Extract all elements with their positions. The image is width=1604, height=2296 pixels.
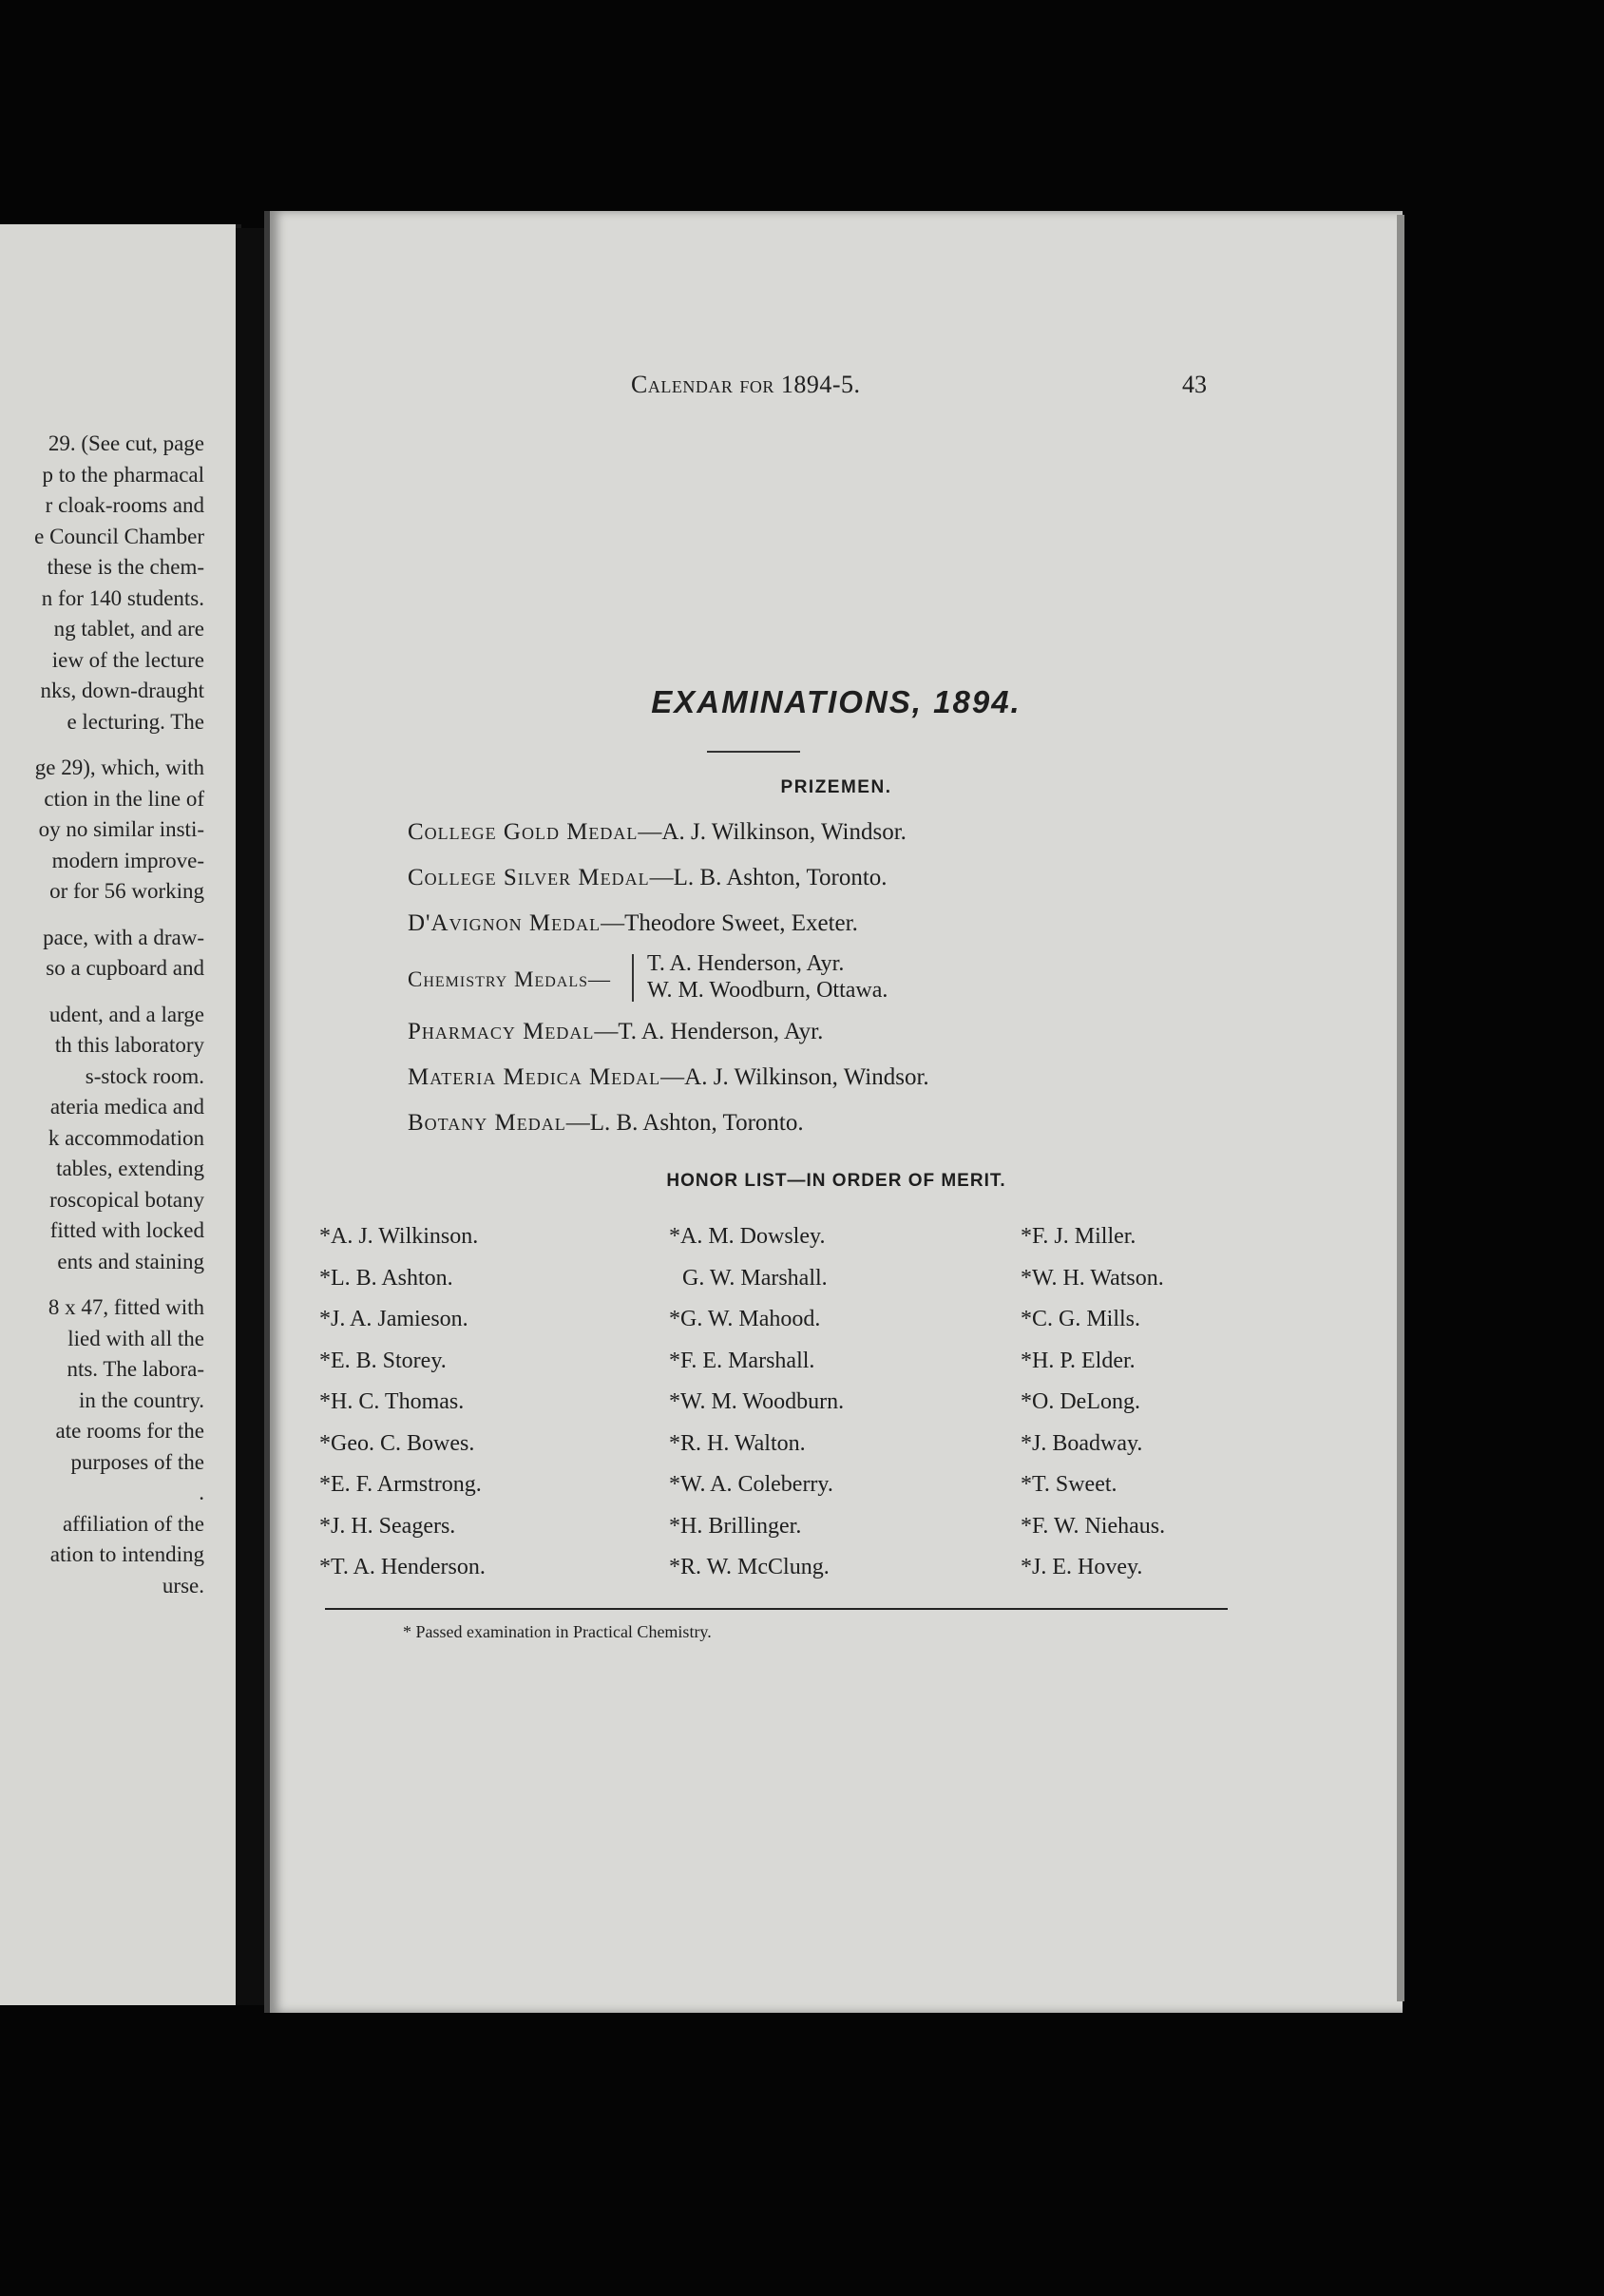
footnote-rule xyxy=(325,1608,1228,1610)
honor-name: *T. A. Henderson. xyxy=(319,1555,486,1579)
left-text-line: lied with all the xyxy=(67,1326,204,1350)
prize-materia-medica: Materia Medica Medal—A. J. Wilkinson, Windsor. xyxy=(408,1064,929,1090)
left-text-line: ation to intending xyxy=(49,1542,204,1566)
prize-college-silver: College Silver Medal—L. B. Ashton, Toronto. xyxy=(408,865,888,890)
title-rule xyxy=(707,751,800,753)
page-number: 43 xyxy=(1182,371,1207,398)
chemistry-winners: T. A. Henderson, Ayr. W. M. Woodburn, Ottawa. xyxy=(647,951,888,1003)
left-text-line: roscopical botany xyxy=(49,1187,204,1212)
left-text-line: r cloak-rooms and xyxy=(45,493,204,517)
honor-name: *H. Brillinger. xyxy=(669,1513,802,1539)
prize-botany: Botany Medal—L. B. Ashton, Toronto. xyxy=(408,1110,804,1136)
prize-college-gold: College Gold Medal—A. J. Wilkinson, Windsor. xyxy=(408,819,907,845)
left-text-line: ents and staining xyxy=(57,1249,204,1273)
paragraph-gap xyxy=(0,737,204,753)
left-text-line: n for 140 students. xyxy=(41,585,204,610)
brace xyxy=(632,954,641,1002)
paragraph-gap xyxy=(0,985,204,1000)
honor-name: *H. C. Thomas. xyxy=(319,1389,465,1414)
honor-name: *O. DeLong. xyxy=(1021,1389,1140,1414)
honor-name: *A. J. Wilkinson. xyxy=(319,1224,479,1249)
book-gutter xyxy=(236,228,264,2005)
honor-column-1 xyxy=(319,1216,486,1589)
honor-name: *H. P. Elder. xyxy=(1021,1348,1136,1373)
left-text-line: modern improve- xyxy=(51,848,204,872)
left-text-line: nts. The labora- xyxy=(67,1357,204,1381)
left-text-line: urse. xyxy=(162,1573,204,1598)
left-text-line: s-stock room. xyxy=(85,1063,204,1088)
left-text-line: iew of the lecture xyxy=(51,647,204,672)
honor-name: *Geo. C. Bowes. xyxy=(319,1430,475,1456)
paragraph-gap xyxy=(0,1277,204,1292)
honor-name: *W. A. Coleberry. xyxy=(669,1472,833,1497)
honor-name: *J. E. Hovey. xyxy=(1021,1555,1143,1579)
left-text-line: ng tablet, and are xyxy=(53,617,204,641)
honor-name: *F. W. Niehaus. xyxy=(1021,1513,1166,1539)
honor-name: *E. B. Storey. xyxy=(319,1348,447,1373)
honor-name: *T. Sweet. xyxy=(1021,1472,1117,1497)
honor-column-2 xyxy=(669,1216,844,1589)
page-edge xyxy=(1397,215,1404,2001)
left-text-line: nks, down-draught xyxy=(40,679,204,702)
honor-name: *R. W. McClung. xyxy=(669,1555,830,1579)
left-text-line: p to the pharmacal xyxy=(42,462,204,487)
prize-davignon: D'Avignon Medal—Theodore Sweet, Exeter. xyxy=(408,910,858,936)
honor-column-3 xyxy=(1021,1216,1165,1589)
running-title: Calendar for 1894-5. xyxy=(631,371,861,398)
left-text-line: tables, extending xyxy=(56,1157,204,1180)
right-page xyxy=(264,211,1403,2013)
left-text-line: 8 x 47, fitted with xyxy=(48,1295,204,1319)
left-text-line: ction in the line of xyxy=(44,786,204,811)
left-text-line: these is the chem- xyxy=(47,555,204,579)
footnote: * Passed examination in Practical Chemistry. xyxy=(403,1622,712,1641)
left-text-line: fitted with locked xyxy=(49,1218,204,1242)
honor-name: *W. H. Watson. xyxy=(1021,1265,1164,1291)
left-text-line: oy no similar insti- xyxy=(38,817,204,841)
honor-name: *G. W. Mahood. xyxy=(669,1307,821,1331)
honor-name: *J. A. Jamieson. xyxy=(319,1307,468,1331)
section-title: EXAMINATIONS, 1894. xyxy=(651,684,1022,719)
honor-name: *E. F. Armstrong. xyxy=(319,1472,482,1497)
honor-name: *R. H. Walton. xyxy=(669,1430,806,1456)
honor-name: *C. G. Mills. xyxy=(1021,1307,1141,1331)
honor-name: *J. Boadway. xyxy=(1021,1430,1143,1456)
paragraph-gap xyxy=(0,908,204,923)
left-text-line: or for 56 working xyxy=(49,879,204,903)
left-text-line: ge 29), which, with xyxy=(34,756,204,779)
honor-list-heading: HONOR LIST—IN ORDER OF MERIT. xyxy=(666,1171,1006,1191)
chemistry-label: Chemistry Medals— xyxy=(408,967,611,991)
left-text-line: e Council Chamber xyxy=(34,524,204,548)
left-text-line: e lecturing. The xyxy=(67,709,204,734)
honor-name: *F. J. Miller. xyxy=(1021,1224,1136,1249)
honor-name: *A. M. Dowsley. xyxy=(669,1224,826,1249)
left-text-line: udent, and a large xyxy=(48,1002,204,1026)
honor-name: *J. H. Seagers. xyxy=(319,1513,456,1539)
honor-name: *L. B. Ashton. xyxy=(319,1265,453,1291)
honor-name: G. W. Marshall. xyxy=(682,1265,828,1291)
left-text-line: ate rooms for the xyxy=(55,1419,204,1443)
left-text-line: in the country. xyxy=(78,1387,204,1412)
left-text-line: purposes of the xyxy=(70,1449,204,1474)
honor-name: *F. E. Marshall. xyxy=(669,1348,815,1373)
honor-name: *W. M. Woodburn. xyxy=(669,1389,845,1414)
left-text-line: 29. (See cut, page xyxy=(48,431,204,455)
left-text-line: affiliation of the xyxy=(62,1511,204,1536)
prizemen-heading: PRIZEMEN. xyxy=(780,777,892,797)
left-text-line: ateria medica and xyxy=(49,1095,204,1119)
left-text-line: so a cupboard and xyxy=(46,956,204,980)
left-page-text xyxy=(0,429,204,1601)
prize-pharmacy: Pharmacy Medal—T. A. Henderson, Ayr. xyxy=(408,1019,824,1044)
left-text-line: th this laboratory xyxy=(54,1033,204,1057)
left-text-line: k accommodation xyxy=(48,1125,204,1150)
left-text-line: pace, with a draw- xyxy=(43,925,204,949)
left-page-fragment xyxy=(0,224,241,2005)
left-text-line: . xyxy=(199,1481,204,1504)
